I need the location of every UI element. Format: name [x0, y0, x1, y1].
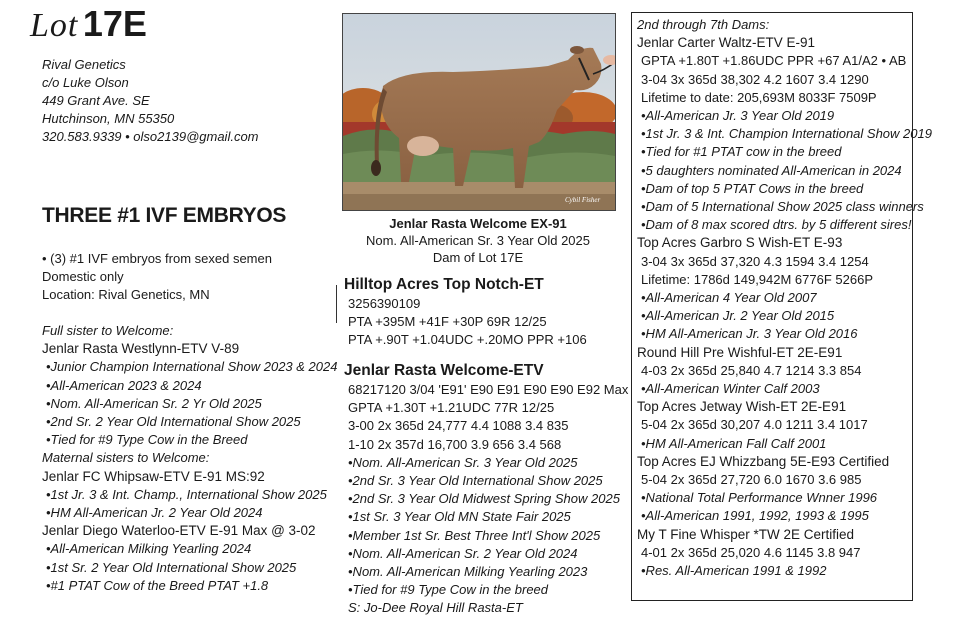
- dam-point: •Nom. All-American Sr. 3 Year Old 2025: [348, 454, 578, 470]
- sisters-section: [42, 322, 338, 595]
- dam-2-point: •5 daughters nominated All-American in 2024: [641, 162, 902, 178]
- dam-5-line: 5-04 2x 365d 30,207 4.0 1211 3.4 1017: [641, 417, 868, 433]
- dam-2-line: Lifetime to date: 205,693M 8033F 7509P: [641, 89, 877, 105]
- caption-line: Dam of Lot 17E: [432, 250, 524, 265]
- dam-2-name: Jenlar Carter Waltz-ETV E-91: [637, 35, 816, 51]
- caption-title: Jenlar Rasta Welcome EX-91: [389, 216, 567, 231]
- dam-4-name: Round Hill Pre Wishful-ET 2E-E91: [637, 344, 843, 360]
- sister-name: Jenlar Diego Waterloo-ETV E-91 Max @ 3-02: [42, 523, 316, 539]
- contact-line: Rival Genetics: [42, 57, 126, 72]
- dam-7-name: My T Fine Whisper *TW 2E Certified: [637, 526, 855, 542]
- contact-line: 320.583.9339 • olso2139@gmail.com: [42, 129, 259, 144]
- sister-name: Jenlar FC Whipsaw-ETV E-91 MS:92: [42, 468, 265, 484]
- offering-title: THREE #1 IVF EMBRYOS: [42, 204, 287, 227]
- dams-content: [637, 16, 932, 580]
- sister-point: •#1 PTAT Cow of the Breed PTAT +1.8: [46, 577, 269, 593]
- dam-2-line: 3-04 3x 365d 38,302 4.2 1607 3.4 1290: [641, 71, 869, 87]
- dam-2-point: •All-American Jr. 3 Year Old 2019: [641, 108, 835, 124]
- maternal-sisters-label: Maternal sisters to Welcome:: [42, 450, 210, 466]
- full-sister-label: Full sister to Welcome:: [42, 323, 174, 338]
- contact-line: Hutchinson, MN 55350: [42, 111, 175, 126]
- photo-watermark: Cybil Fisher: [565, 196, 601, 204]
- dam-sire-line: S: Jo-Dee Royal Hill Rasta-ET: [348, 600, 523, 616]
- lot-word: Lot: [30, 7, 79, 44]
- dam-name: Jenlar Rasta Welcome-ETV: [344, 362, 544, 379]
- dam-7-line: 4-01 2x 365d 25,020 4.6 1145 3.8 947: [641, 544, 861, 560]
- dam-block: [344, 360, 629, 618]
- sister-point: •2nd Sr. 2 Year Old International Show 2025: [46, 414, 301, 430]
- sister-point: •Nom. All-American Sr. 2 Yr Old 2025: [46, 395, 262, 411]
- photo-caption: [342, 215, 614, 266]
- dam-3-point: •HM All-American Jr. 3 Year Old 2016: [641, 326, 858, 342]
- dam-2-point: •Dam of top 5 PTAT Cows in the breed: [641, 180, 864, 196]
- dam-line: 3-00 2x 365d 24,777 4.4 1088 3.4 835: [348, 418, 569, 434]
- sire-divider: [336, 285, 341, 323]
- dam-3-name: Top Acres Garbro S Wish-ET E-93: [637, 235, 843, 251]
- dam-6-line: 5-04 2x 365d 27,720 6.0 1670 3.6 985: [641, 472, 862, 488]
- sire-line: PTA +395M +41F +30P 69R 12/25: [348, 314, 547, 330]
- contact-line: c/o Luke Olson: [42, 75, 129, 90]
- dam-point: •1st Sr. 3 Year Old MN State Fair 2025: [348, 509, 571, 525]
- dam-5-point: •HM All-American Fall Calf 2001: [641, 435, 827, 451]
- dam-4-point: •All-American Winter Calf 2003: [641, 381, 820, 397]
- dam-3-point: •All-American Jr. 2 Year Old 2015: [641, 308, 835, 324]
- dam-2-point: •1st Jr. 3 & Int. Champion International Show 2019: [641, 126, 932, 142]
- sister-point: •Tied for #9 Type Cow in the Breed: [46, 432, 248, 448]
- offering-line: Domestic only: [42, 269, 124, 284]
- dam-2-line: GPTA +1.80T +1.86UDC PPR +67 A1/A2 • AB: [641, 53, 907, 69]
- sister-point: •1st Jr. 3 & Int. Champ., International Show 2025: [46, 486, 327, 502]
- dam-3-line: Lifetime: 1786d 149,942M 6776F 5266P: [641, 271, 874, 287]
- dam-2-point: •Dam of 5 International Show 2025 class winners: [641, 199, 924, 215]
- dam-line: 68217120 3/04 'E91' E90 E91 E90 E90 E92 Max: [348, 382, 629, 397]
- sire-line: 3256390109: [348, 296, 421, 311]
- sister-point: •All-American Milking Yearling 2024: [46, 541, 252, 557]
- sister-name: Jenlar Rasta Westlynn-ETV V-89: [42, 341, 240, 357]
- sister-point: •1st Sr. 2 Year Old International Show 2025: [46, 559, 297, 575]
- dams-label: 2nd through 7th Dams:: [637, 17, 770, 32]
- dam-point: •2nd Sr. 3 Year Old International Show 2025: [348, 473, 603, 489]
- sire-block: [344, 274, 587, 350]
- offering-line: Location: Rival Genetics, MN: [42, 287, 210, 302]
- sister-point: •HM All-American Jr. 2 Year Old 2024: [46, 505, 263, 521]
- dam-3-line: 3-04 3x 365d 37,320 4.3 1594 3.4 1254: [641, 253, 869, 269]
- dam-point: •Nom. All-American Sr. 2 Year Old 2024: [348, 545, 578, 561]
- contact-line: 449 Grant Ave. SE: [42, 93, 150, 108]
- dams-box: [631, 12, 932, 601]
- offering-line: • (3) #1 IVF embryos from sexed semen: [42, 251, 272, 266]
- dam-point: •2nd Sr. 3 Year Old Midwest Spring Show 2025: [348, 491, 620, 507]
- dam-6-name: Top Acres EJ Whizzbang 5E-E93 Certified: [637, 453, 890, 469]
- dam-point: •Nom. All-American Milking Yearling 2023: [348, 564, 588, 580]
- sister-point: •All-American 2023 & 2024: [46, 377, 202, 393]
- sister-point: •Junior Champion International Show 2023 & 2024: [46, 359, 338, 375]
- cow-illustration: [343, 14, 615, 210]
- dam-2-point: •Dam of 8 max scored dtrs. by 5 different sires!: [641, 217, 912, 233]
- lot-number: 17E: [82, 3, 147, 44]
- dam-6-point: •National Total Performance Wnner 1996: [641, 490, 878, 506]
- dam-5-name: Top Acres Jetway Wish-ET 2E-E91: [637, 399, 847, 415]
- dam-line: GPTA +1.30T +1.21UDC 77R 12/25: [348, 400, 555, 416]
- contact-block: [42, 56, 259, 146]
- dam-4-line: 4-03 2x 365d 25,840 4.7 1214 3.3 854: [641, 362, 862, 378]
- caption-line: Nom. All-American Sr. 3 Year Old 2025: [365, 233, 590, 248]
- sire-line: PTA +.90T +1.04UDC +.20MO PPR +106: [348, 332, 587, 348]
- dam-point: •Member 1st Sr. Best Three Int'l Show 2025: [348, 527, 601, 543]
- dam-7-point: •Res. All-American 1991 & 1992: [641, 563, 827, 579]
- cow-photo: [342, 13, 616, 211]
- dam-point: •Tied for #9 Type Cow in the breed: [348, 582, 549, 598]
- dam-6-point: •All-American 1991, 1992, 1993 & 1995: [641, 508, 869, 524]
- sire-name: Hilltop Acres Top Notch-ET: [344, 276, 544, 293]
- lot-heading: [30, 3, 147, 45]
- dam-line: 1-10 2x 357d 16,700 3.9 656 3.4 568: [348, 436, 562, 452]
- dam-3-point: •All-American 4 Year Old 2007: [641, 290, 817, 306]
- offering-details: [42, 250, 272, 304]
- dam-2-point: •Tied for #1 PTAT cow in the breed: [641, 144, 842, 160]
